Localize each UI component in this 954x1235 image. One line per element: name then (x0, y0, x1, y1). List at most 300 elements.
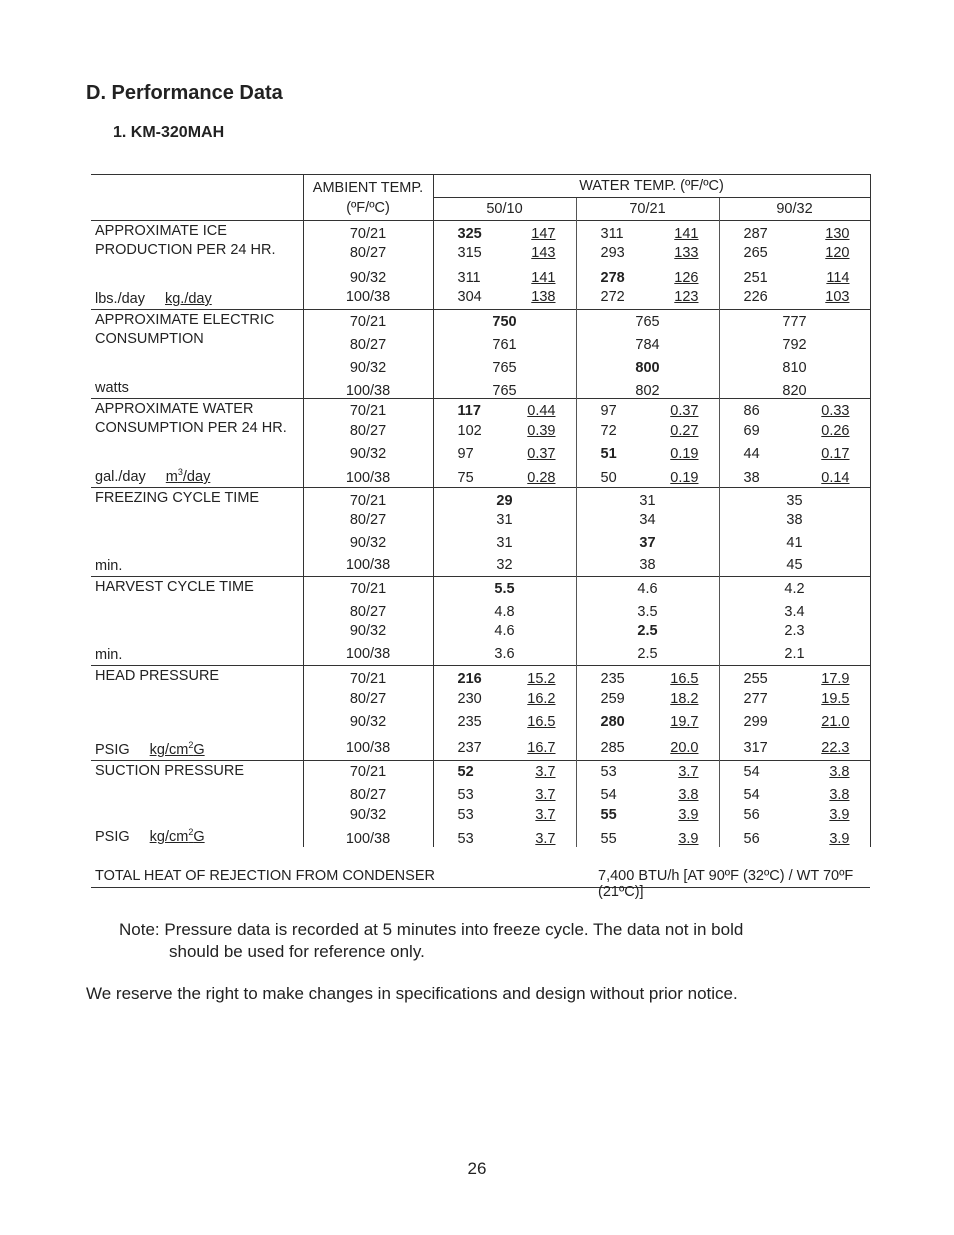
water-col-70-21: 70/21 (576, 198, 719, 221)
value-cell (576, 488, 719, 577)
imperial-value: 44 (743, 446, 760, 462)
single-value: 3.6 (494, 646, 515, 662)
ambient-value: 100/38 (345, 831, 391, 847)
single-value: 765 (492, 360, 517, 376)
imperial-value: 299 (743, 714, 768, 730)
imperial-value: 54 (743, 787, 760, 803)
single-value: 31 (496, 512, 513, 528)
single-value: 4.8 (494, 604, 515, 620)
category-unit (95, 290, 212, 308)
ambient-value: 80/27 (349, 787, 387, 803)
metric-value: 3.7 (678, 764, 699, 780)
value-line (577, 288, 719, 306)
value-line (577, 622, 719, 640)
imperial-value: 235 (457, 714, 482, 730)
category-label: APPROXIMATE WATER CONSUMPTION PER 24 HR. (95, 401, 287, 436)
value-line (720, 359, 870, 377)
section-row (91, 399, 870, 488)
value-line (434, 786, 576, 804)
unit-primary: PSIG (95, 829, 130, 845)
value-line (577, 225, 719, 243)
value-cell (433, 399, 576, 488)
performance-table (91, 174, 871, 847)
value-line (720, 713, 870, 731)
category-cell (91, 761, 303, 848)
single-value: 31 (496, 535, 513, 551)
value-line (434, 225, 576, 243)
value-line (434, 382, 576, 400)
single-value: 4.6 (494, 623, 515, 639)
section-row (91, 761, 870, 848)
metric-value: 16.5 (527, 714, 556, 730)
value-line (577, 763, 719, 781)
single-value: 35 (786, 493, 803, 509)
imperial-value: 317 (743, 740, 768, 756)
header-category-cell (91, 175, 303, 221)
value-line (577, 313, 719, 331)
value-line (577, 445, 719, 463)
category-label: HARVEST CYCLE TIME (95, 579, 254, 595)
value-line (720, 830, 870, 848)
single-value: 29 (496, 493, 513, 509)
value-line (577, 469, 719, 487)
heat-rejection-label: TOTAL HEAT OF REJECTION FROM CONDENSER (95, 868, 435, 884)
ambient-value: 100/38 (345, 740, 391, 756)
metric-value: 3.8 (678, 787, 699, 803)
metric-value: 0.39 (527, 423, 556, 439)
value-cell (719, 399, 870, 488)
value-cell (719, 761, 870, 848)
value-line (720, 739, 870, 757)
single-value: 45 (786, 557, 803, 573)
single-value: 4.2 (784, 581, 805, 597)
metric-value: 0.27 (670, 423, 699, 439)
single-value: 38 (786, 512, 803, 528)
imperial-value: 230 (457, 691, 482, 707)
section-row (91, 577, 870, 666)
metric-value: 3.7 (535, 831, 556, 847)
single-value: 750 (492, 314, 517, 330)
ambient-value: 70/21 (349, 226, 387, 242)
value-line (434, 422, 576, 440)
value-line (434, 534, 576, 552)
metric-value: 141 (674, 226, 699, 242)
imperial-value: 86 (743, 403, 760, 419)
imperial-value: 53 (457, 831, 474, 847)
value-line (720, 786, 870, 804)
value-line (720, 492, 870, 510)
value-line (434, 670, 576, 688)
category-label: APPROXIMATE ICE PRODUCTION PER 24 HR. (95, 223, 276, 258)
reserve-notice: We reserve the right to make changes in specifications and design without prior notice. (86, 984, 738, 1003)
unit-primary: PSIG (95, 742, 130, 758)
header-row-1 (91, 175, 870, 198)
metric-value: 147 (531, 226, 556, 242)
value-line (434, 603, 576, 621)
ambient-value: 80/27 (349, 337, 387, 353)
value-cell (433, 577, 576, 666)
value-line (720, 288, 870, 306)
value-line (434, 739, 576, 757)
category-cell (91, 577, 303, 666)
unit-primary: watts (95, 380, 129, 396)
single-value: 3.5 (637, 604, 658, 620)
category-label: SUCTION PRESSURE (95, 763, 245, 779)
value-line (434, 269, 576, 287)
ambient-value: 70/21 (349, 764, 387, 780)
ambient-temp-cell (303, 666, 433, 761)
value-line (577, 269, 719, 287)
single-value: 765 (635, 314, 660, 330)
metric-value: 138 (531, 289, 556, 305)
ambient-value: 100/38 (345, 557, 391, 573)
metric-value: 3.7 (535, 787, 556, 803)
value-line (434, 830, 576, 848)
section-row (91, 310, 870, 399)
value-line (720, 580, 870, 598)
single-value: 2.3 (784, 623, 805, 639)
single-value: 38 (639, 557, 656, 573)
water-col-50-10: 50/10 (433, 198, 576, 221)
ambient-value: 100/38 (345, 383, 391, 399)
category-cell (91, 221, 303, 310)
value-line (720, 556, 870, 574)
imperial-value: 56 (743, 831, 760, 847)
imperial-value: 51 (600, 446, 617, 462)
metric-value: 123 (674, 289, 699, 305)
imperial-value: 280 (600, 714, 625, 730)
value-line (720, 469, 870, 487)
imperial-value: 235 (600, 671, 625, 687)
value-line (720, 806, 870, 824)
value-line (720, 603, 870, 621)
ambient-value: 90/32 (349, 623, 387, 639)
category-unit (95, 823, 205, 846)
value-cell (433, 488, 576, 577)
imperial-value: 54 (600, 787, 617, 803)
single-value: 37 (639, 535, 656, 551)
value-line (434, 511, 576, 529)
category-label: APPROXIMATE ELECTRIC CONSUMPTION (95, 312, 275, 347)
ambient-temp-cell (303, 761, 433, 848)
imperial-value: 255 (743, 671, 768, 687)
metric-value: 0.28 (527, 470, 556, 486)
category-unit (95, 379, 129, 397)
value-line (434, 402, 576, 420)
value-cell (433, 761, 576, 848)
metric-value: 17.9 (821, 671, 850, 687)
category-cell (91, 399, 303, 488)
value-line (720, 534, 870, 552)
category-unit (95, 736, 205, 759)
ambient-value: 70/21 (349, 314, 387, 330)
imperial-value: 272 (600, 289, 625, 305)
single-value: 761 (492, 337, 517, 353)
metric-value: 22.3 (821, 740, 850, 756)
imperial-value: 52 (457, 764, 474, 780)
value-line (434, 645, 576, 663)
section-row (91, 666, 870, 761)
ambient-value: 80/27 (349, 423, 387, 439)
value-line (720, 511, 870, 529)
metric-value: 16.2 (527, 691, 556, 707)
unit-primary: min. (95, 647, 123, 663)
value-line (577, 556, 719, 574)
value-line (577, 422, 719, 440)
value-line (577, 244, 719, 262)
value-line (434, 580, 576, 598)
metric-value: 133 (674, 245, 699, 261)
category-unit (95, 646, 122, 664)
ambient-value: 80/27 (349, 604, 387, 620)
value-line (577, 645, 719, 663)
metric-value: 0.17 (821, 446, 850, 462)
value-line (577, 534, 719, 552)
imperial-value: 56 (743, 807, 760, 823)
value-line (720, 622, 870, 640)
ambient-temp-cell (303, 488, 433, 577)
page-title: D. Performance Data (86, 82, 283, 104)
metric-value: 19.7 (670, 714, 699, 730)
value-line (577, 359, 719, 377)
ambient-temp-cell (303, 399, 433, 488)
imperial-value: 55 (600, 831, 617, 847)
single-value: 2.1 (784, 646, 805, 662)
value-line (434, 492, 576, 510)
note-line-2: should be used for reference only. (169, 942, 425, 961)
value-line (720, 225, 870, 243)
unit-primary: lbs./day (95, 291, 145, 307)
metric-value: 19.5 (821, 691, 850, 707)
imperial-value: 315 (457, 245, 482, 261)
header-ambient-cell (303, 175, 433, 221)
value-line (577, 511, 719, 529)
value-line (577, 670, 719, 688)
single-value: 41 (786, 535, 803, 551)
unit-metric: $m^3$/day (165, 467, 211, 485)
value-line (720, 763, 870, 781)
imperial-value: 251 (743, 270, 768, 286)
category-cell (91, 666, 303, 761)
category-unit (95, 463, 210, 486)
single-value: 32 (496, 557, 513, 573)
metric-value: 130 (825, 226, 850, 242)
metric-value: 0.33 (821, 403, 850, 419)
ambient-value: 90/32 (349, 360, 387, 376)
metric-value: 3.9 (829, 831, 850, 847)
metric-value: 3.8 (829, 787, 850, 803)
heat-rejection-row (91, 866, 870, 900)
value-line (434, 469, 576, 487)
value-line (720, 382, 870, 400)
imperial-value: 97 (600, 403, 617, 419)
imperial-value: 293 (600, 245, 625, 261)
ambient-value: 70/21 (349, 403, 387, 419)
single-value: 34 (639, 512, 656, 528)
value-line (720, 445, 870, 463)
imperial-value: 216 (457, 671, 482, 687)
value-cell (576, 310, 719, 399)
ambient-temp-unit: (ºF/ºC) (346, 200, 390, 216)
metric-value: 0.26 (821, 423, 850, 439)
metric-value: 15.2 (527, 671, 556, 687)
imperial-value: 53 (600, 764, 617, 780)
single-value: 784 (635, 337, 660, 353)
value-line (720, 670, 870, 688)
single-value: 4.6 (637, 581, 658, 597)
imperial-value: 285 (600, 740, 625, 756)
value-line (434, 690, 576, 708)
value-line (577, 336, 719, 354)
ambient-temp-cell (303, 310, 433, 399)
imperial-value: 265 (743, 245, 768, 261)
single-value: 2.5 (637, 623, 658, 639)
value-line (577, 580, 719, 598)
ambient-value: 70/21 (349, 581, 387, 597)
ambient-value: 80/27 (349, 691, 387, 707)
imperial-value: 311 (600, 226, 624, 242)
ambient-value: 90/32 (349, 270, 387, 286)
ambient-value: 70/21 (349, 493, 387, 509)
value-line (577, 603, 719, 621)
value-line (720, 313, 870, 331)
value-line (577, 492, 719, 510)
imperial-value: 50 (600, 470, 617, 486)
metric-value: 3.7 (535, 764, 556, 780)
metric-value: 3.9 (829, 807, 850, 823)
metric-value: 0.37 (527, 446, 556, 462)
value-cell (719, 488, 870, 577)
value-cell (719, 310, 870, 399)
imperial-value: 75 (457, 470, 474, 486)
metric-value: 103 (825, 289, 850, 305)
metric-value: 20.0 (670, 740, 699, 756)
value-line (577, 402, 719, 420)
imperial-value: 102 (457, 423, 482, 439)
value-cell (719, 577, 870, 666)
value-line (434, 288, 576, 306)
ambient-temp-label: AMBIENT TEMP. (312, 180, 424, 196)
imperial-value: 38 (743, 470, 760, 486)
value-line (577, 830, 719, 848)
ambient-value: 100/38 (345, 646, 391, 662)
value-cell (576, 577, 719, 666)
metric-value: 3.9 (678, 807, 699, 823)
value-cell (433, 221, 576, 310)
value-line (720, 690, 870, 708)
value-line (434, 359, 576, 377)
single-value: 5.5 (494, 581, 515, 597)
ambient-value: 90/32 (349, 714, 387, 730)
imperial-value: 311 (457, 270, 481, 286)
value-cell (719, 221, 870, 310)
imperial-value: 117 (457, 403, 481, 419)
ambient-temp-cell (303, 577, 433, 666)
single-value: 765 (492, 383, 517, 399)
single-value: 3.4 (784, 604, 805, 620)
unit-metric: kg./day (164, 291, 212, 307)
value-cell (576, 221, 719, 310)
single-value: 792 (782, 337, 807, 353)
metric-value: 126 (674, 270, 699, 286)
ambient-value: 90/32 (349, 535, 387, 551)
single-value: 800 (635, 360, 660, 376)
unit-metric: $kg/cm^2G$ (149, 827, 205, 845)
value-line (720, 244, 870, 262)
value-line (434, 763, 576, 781)
single-value: 820 (782, 383, 807, 399)
value-line (434, 622, 576, 640)
ambient-value: 100/38 (345, 289, 391, 305)
imperial-value: 72 (600, 423, 617, 439)
imperial-value: 259 (600, 691, 625, 707)
imperial-value: 278 (600, 270, 625, 286)
heat-rejection-value: 7,400 BTU/h [AT 90ºF (32ºC) / WT 70ºF (21ºC)] (598, 868, 854, 900)
value-line (720, 422, 870, 440)
imperial-value: 226 (743, 289, 768, 305)
section-row (91, 488, 870, 577)
value-cell (576, 666, 719, 761)
value-line (577, 713, 719, 731)
value-line (434, 313, 576, 331)
ambient-value: 80/27 (349, 512, 387, 528)
imperial-value: 69 (743, 423, 760, 439)
section-row (91, 221, 870, 310)
value-cell (719, 666, 870, 761)
ambient-temp-cell (303, 221, 433, 310)
value-line (434, 336, 576, 354)
category-label: HEAD PRESSURE (95, 668, 220, 684)
metric-value: 3.7 (535, 807, 556, 823)
imperial-value: 53 (457, 807, 474, 823)
value-line (577, 739, 719, 757)
water-col-90-32: 90/32 (719, 198, 870, 221)
metric-value: 114 (826, 270, 850, 286)
metric-value: 16.7 (527, 740, 556, 756)
metric-value: 0.44 (527, 403, 556, 419)
value-line (577, 382, 719, 400)
metric-value: 143 (531, 245, 556, 261)
single-value: 2.5 (637, 646, 658, 662)
value-line (434, 806, 576, 824)
page-number: 26 (467, 1159, 487, 1178)
value-line (434, 244, 576, 262)
imperial-value: 97 (457, 446, 474, 462)
metric-value: 21.0 (821, 714, 850, 730)
value-line (434, 445, 576, 463)
metric-value: 0.19 (670, 470, 699, 486)
metric-value: 141 (531, 270, 556, 286)
single-value: 802 (635, 383, 660, 399)
metric-value: 3.9 (678, 831, 699, 847)
value-line (720, 336, 870, 354)
value-line (720, 269, 870, 287)
value-line (577, 806, 719, 824)
unit-primary: min. (95, 558, 123, 574)
ambient-value: 80/27 (349, 245, 387, 261)
value-cell (433, 310, 576, 399)
category-unit (95, 557, 122, 575)
category-cell (91, 310, 303, 399)
metric-value: 18.2 (670, 691, 699, 707)
imperial-value: 277 (743, 691, 768, 707)
value-line (577, 690, 719, 708)
ambient-value: 70/21 (349, 671, 387, 687)
water-temp-header: WATER TEMP. (ºF/ºC) (433, 175, 870, 198)
imperial-value: 304 (457, 289, 482, 305)
imperial-value: 237 (457, 740, 482, 756)
note-line-1: Note: Pressure data is recorded at 5 minutes into freeze cycle. The data not in bold (119, 920, 744, 939)
